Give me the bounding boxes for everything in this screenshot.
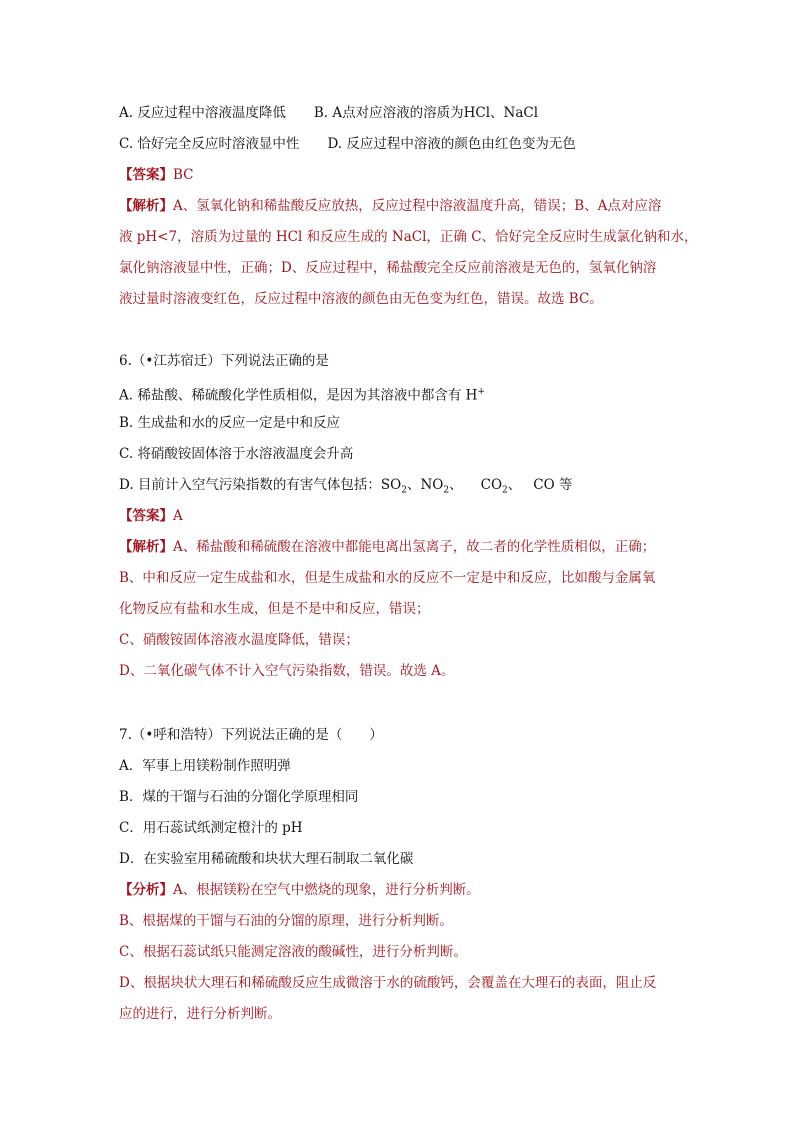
q5-option-a: A. 反应过程中溶液温度降低 [119,105,286,121]
q7-analysis-line-3: C、根据石蕊试纸只能测定溶液的酸碱性，进行分析判断。 [119,944,467,960]
q5-option-d: D. 反应过程中溶液的颜色由红色变为无色 [327,136,576,152]
q7-analysis-line-1: 【分析】A、根据镁粉在空气中燃烧的现象，进行分析判断。 [119,882,480,898]
q6-analysis-tag: 【解析】 [119,539,173,555]
q7-option-c: C．用石蕊试纸测定橙汁的 pH [119,820,303,836]
q6-analysis-line-1: 【解析】A、稀盐酸和稀硫酸在溶液中都能电离出氢离子，故二者的化学性质相似，正确； [119,539,656,555]
q5-option-c: C. 恰好完全反应时溶液显中性 [119,136,300,152]
q7-option-b: B．煤的干馏与石油的分馏化学原理相同 [119,789,359,805]
q6-option-c: C. 将硝酸铵固体溶于水溶液温度会升高 [119,446,354,462]
q6-analysis-line-3: 化物反应有盐和水生成，但是不是中和反应，错误； [119,601,430,617]
q5-option-b: B. A点对应溶液的溶质为HCl、NaCl [313,105,539,121]
q6-analysis-line-5: D、二氧化碳气体不计入空气污染指数，错误。故选 A。 [119,663,455,679]
q7-analysis-tag: 【分析】 [119,882,173,898]
q5-answer [119,165,194,185]
q7-stem: 7.（•呼和浩特）下列说法正确的是（ ） [119,727,383,743]
q6-stem: 6.（•江苏宿迁）下列说法正确的是 [119,353,329,369]
q5-options-ab [119,103,538,123]
q5-analysis-line-2: 液 pH<7，溶质为过量的 HCl 和反应生成的 NaCl，正确 C、恰好完全反应时生成氯化钠和水， [119,229,698,245]
q5-analysis-line-4: 液过量时溶液变红色，反应过程中溶液的颜色由无色变为红色，错误。故选 BC。 [119,291,603,307]
q6-answer [119,506,183,526]
q5-options-cd [119,134,576,154]
q5-analysis-tag: 【解析】 [119,198,173,214]
q6-option-d: D. 目前计入空气污染指数的有害气体包括：$SO_2$、$NO_2$、 $CO_2$、 CO 等 [119,477,573,496]
q5-analysis-line-3: 氯化钠溶液显中性，正确；D、反应过程中，稀盐酸完全反应前溶液是无色的，氢氧化钠溶 [119,260,657,276]
q6-option-a: A. 稀盐酸、稀硫酸化学性质相似，是因为其溶液中都含有 H+ [119,387,485,404]
q7-analysis-line-5: 应的进行，进行分析判断。 [119,1006,281,1022]
q6-answer-value: A [173,508,183,524]
q6-analysis-line-2: B、中和反应一定生成盐和水，但是生成盐和水的反应不一定是中和反应，比如酸与金属氧 [119,570,656,586]
q7-option-a: A．军事上用镁粉制作照明弹 [119,758,291,774]
q7-analysis-line-4: D、根据块状大理石和稀硫酸反应生成微溶于水的硫酸钙，会覆盖在大理石的表面，阻止反 [119,975,657,991]
q6-analysis-line-4: C、硝酸铵固体溶液水温度降低，错误； [119,632,359,648]
q5-answer-value: BC [173,167,194,183]
q7-option-d: D．在实验室用稀硫酸和块状大理石制取二氧化碳 [119,851,414,867]
q7-analysis-line-2: B、根据煤的干馏与石油的分馏的原理，进行分析判断。 [119,913,453,929]
q5-answer-tag: 【答案】 [119,167,173,183]
q6-option-b: B. 生成盐和水的反应一定是中和反应 [119,415,341,431]
q6-answer-tag: 【答案】 [119,508,173,524]
q5-analysis-line-1: 【解析】A、氢氧化钠和稀盐酸反应放热，反应过程中溶液温度升高，错误；B、A点对应溶 [119,198,662,214]
